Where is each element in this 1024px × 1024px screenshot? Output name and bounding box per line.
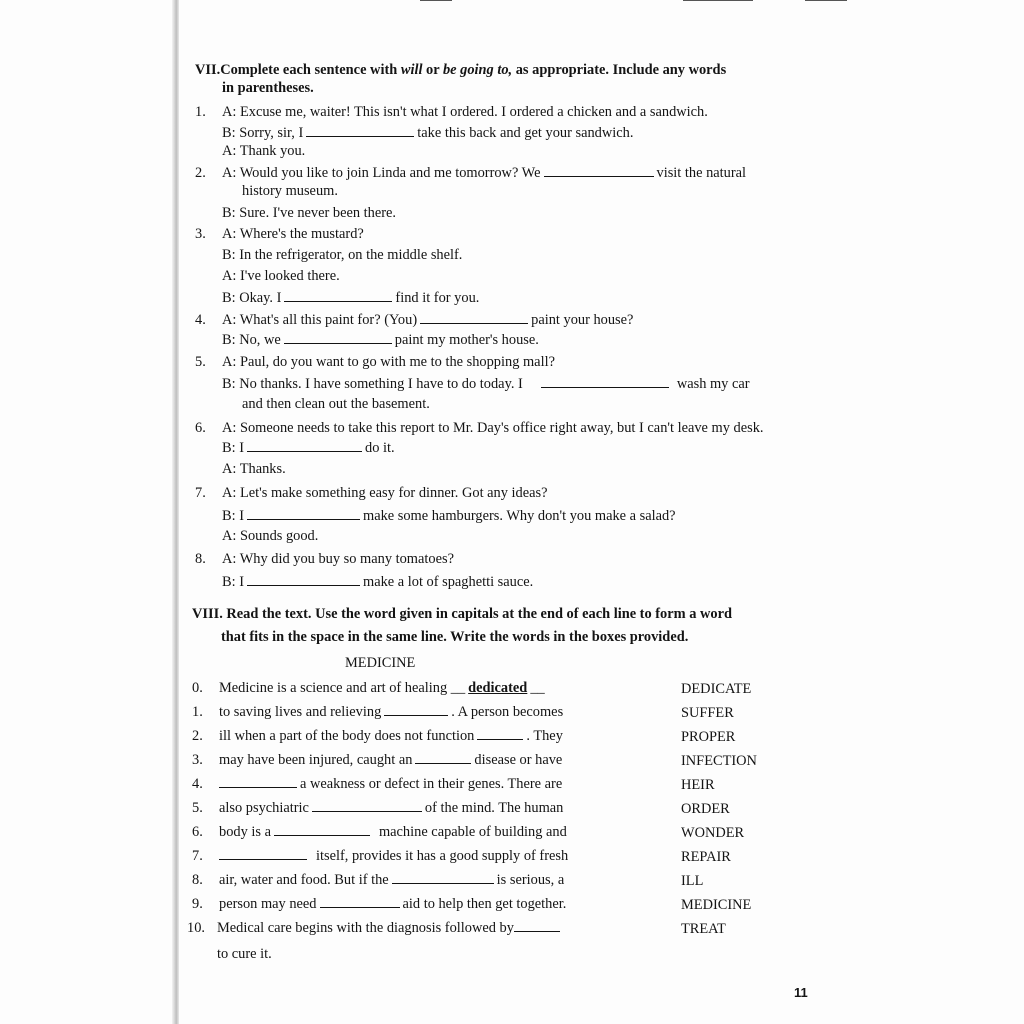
- capital-word: SUFFER: [681, 705, 734, 721]
- dialogue-line: A: Let's make something easy for dinner. Got any ideas?: [222, 485, 548, 501]
- capital-word: TREAT: [681, 921, 726, 937]
- top-rule: [420, 0, 452, 1]
- book-spine-shadow: [172, 0, 179, 1024]
- dialogue-line: B: No thanks. I have something I have to do today. I wash my car: [222, 376, 750, 392]
- row-number: 2.: [192, 728, 203, 744]
- dialogue-line: A: Excuse me, waiter! This isn't what I ordered. I ordered a chicken and a sandwich.: [222, 104, 708, 120]
- row-number: 1.: [192, 704, 203, 720]
- dialogue-line: A: Would you like to join Linda and me tomorrow? We visit the natural: [222, 165, 747, 181]
- dialogue-line: B: In the refrigerator, on the middle shelf.: [222, 247, 463, 263]
- dialogue-line: B: No, we paint my mother's house.: [222, 332, 539, 348]
- answer-blank[interactable]: [514, 919, 560, 932]
- answer-blank[interactable]: [415, 751, 471, 764]
- row-number: 6.: [192, 824, 203, 840]
- answer-blank[interactable]: [541, 375, 669, 388]
- item-number: 4.: [195, 312, 206, 328]
- exercise7-heading: VII.Complete each sentence with will or be going to, as appropriate. Include any words: [195, 62, 727, 78]
- answer-blank[interactable]: [247, 439, 362, 452]
- dialogue-line: A: Where's the mustard?: [222, 226, 364, 242]
- passage-line: itself, provides it has a good supply of fresh: [219, 847, 568, 865]
- answer-blank[interactable]: [274, 823, 370, 836]
- answer-blank[interactable]: [219, 775, 297, 788]
- capital-word: HEIR: [681, 777, 715, 793]
- capital-word: PROPER: [681, 729, 736, 745]
- dialogue-line: B: Sure. I've never been there.: [222, 205, 397, 221]
- row-number: 8.: [192, 872, 203, 888]
- item-number: 3.: [195, 226, 206, 242]
- answer-blank[interactable]: [320, 895, 400, 908]
- dialogue-line: B: I make some hamburgers. Why don't you make a salad?: [222, 508, 676, 524]
- passage-line: Medicine is a science and art of healing __ dedicated __: [219, 680, 545, 696]
- row-number: 10.: [187, 920, 205, 936]
- item-number: 7.: [195, 485, 206, 501]
- passage-line: to saving lives and relieving . A person becomes: [219, 704, 564, 720]
- top-rule: [683, 0, 753, 1]
- dialogue-line: A: Thank you.: [222, 143, 306, 159]
- capital-word: ILL: [681, 873, 704, 889]
- passage-line: air, water and food. But if the is serious, a: [219, 872, 565, 888]
- passage-line: body is a machine capable of building and: [219, 824, 567, 840]
- dialogue-line: A: I've looked there.: [222, 268, 340, 284]
- passage-line: person may need aid to help then get together.: [219, 896, 567, 912]
- item-number: 8.: [195, 551, 206, 567]
- row-number: 0.: [192, 680, 203, 696]
- capital-word: DEDICATE: [681, 681, 752, 697]
- dialogue-line: A: Someone needs to take this report to Mr. Day's office right away, but I can't leave my desk.: [222, 420, 764, 436]
- passage-line: a weakness or defect in their genes. There are: [219, 775, 562, 793]
- top-rule: [805, 0, 847, 1]
- dialogue-line: A: What's all this paint for? (You) paint your house?: [222, 312, 634, 328]
- answer-blank[interactable]: [420, 311, 528, 324]
- answer-blank[interactable]: [477, 727, 523, 740]
- row-number: 3.: [192, 752, 203, 768]
- answer-blank[interactable]: [219, 847, 307, 860]
- passage-title: MEDICINE: [345, 655, 416, 671]
- exercise8-heading: VIII. Read the text. Use the word given in capitals at the end of each line to form a word: [192, 606, 733, 622]
- row-number: 9.: [192, 896, 203, 912]
- capital-word: WONDER: [681, 825, 745, 841]
- capital-word: ORDER: [681, 801, 730, 817]
- passage-line: also psychiatric of the mind. The human: [219, 800, 564, 816]
- capital-word: REPAIR: [681, 849, 731, 865]
- answer-blank[interactable]: [284, 331, 392, 344]
- dialogue-line: and then clean out the basement.: [242, 396, 430, 412]
- dialogue-line: B: Sorry, sir, I take this back and get your sandwich.: [222, 125, 634, 141]
- capital-word: MEDICINE: [681, 897, 752, 913]
- example-answer: dedicated: [468, 680, 528, 696]
- item-number: 2.: [195, 165, 206, 181]
- answer-blank[interactable]: [392, 871, 494, 884]
- page-number: 11: [794, 985, 808, 1000]
- answer-blank[interactable]: [544, 164, 654, 177]
- passage-line: Medical care begins with the diagnosis followed by: [217, 919, 563, 937]
- answer-blank[interactable]: [284, 289, 392, 302]
- exercise8-heading-line2: that fits in the space in the same line. Write the words in the boxes provided.: [221, 629, 689, 645]
- dialogue-line: B: I do it.: [222, 440, 395, 456]
- dialogue-line: A: Why did you buy so many tomatoes?: [222, 551, 454, 567]
- exercise7-heading-line2: in parentheses.: [222, 80, 314, 96]
- dialogue-line: B: Okay. I find it for you.: [222, 290, 480, 306]
- dialogue-line: A: Sounds good.: [222, 528, 319, 544]
- item-number: 1.: [195, 104, 206, 120]
- capital-word: INFECTION: [681, 753, 757, 769]
- dialogue-line: A: Thanks.: [222, 461, 286, 477]
- row-number: 4.: [192, 776, 203, 792]
- dialogue-line: A: Paul, do you want to go with me to the shopping mall?: [222, 354, 555, 370]
- answer-blank[interactable]: [247, 507, 360, 520]
- dialogue-line: B: I make a lot of spaghetti sauce.: [222, 574, 534, 590]
- answer-blank[interactable]: [384, 703, 448, 716]
- item-number: 5.: [195, 354, 206, 370]
- item-number: 6.: [195, 420, 206, 436]
- passage-line: ill when a part of the body does not function . They: [219, 728, 563, 744]
- answer-blank[interactable]: [247, 573, 360, 586]
- answer-blank[interactable]: [306, 124, 414, 137]
- row-number: 7.: [192, 848, 203, 864]
- passage-line: to cure it.: [217, 946, 272, 962]
- row-number: 5.: [192, 800, 203, 816]
- dialogue-line: history museum.: [242, 183, 338, 199]
- passage-line: may have been injured, caught an disease or have: [219, 752, 563, 768]
- answer-blank[interactable]: [312, 799, 422, 812]
